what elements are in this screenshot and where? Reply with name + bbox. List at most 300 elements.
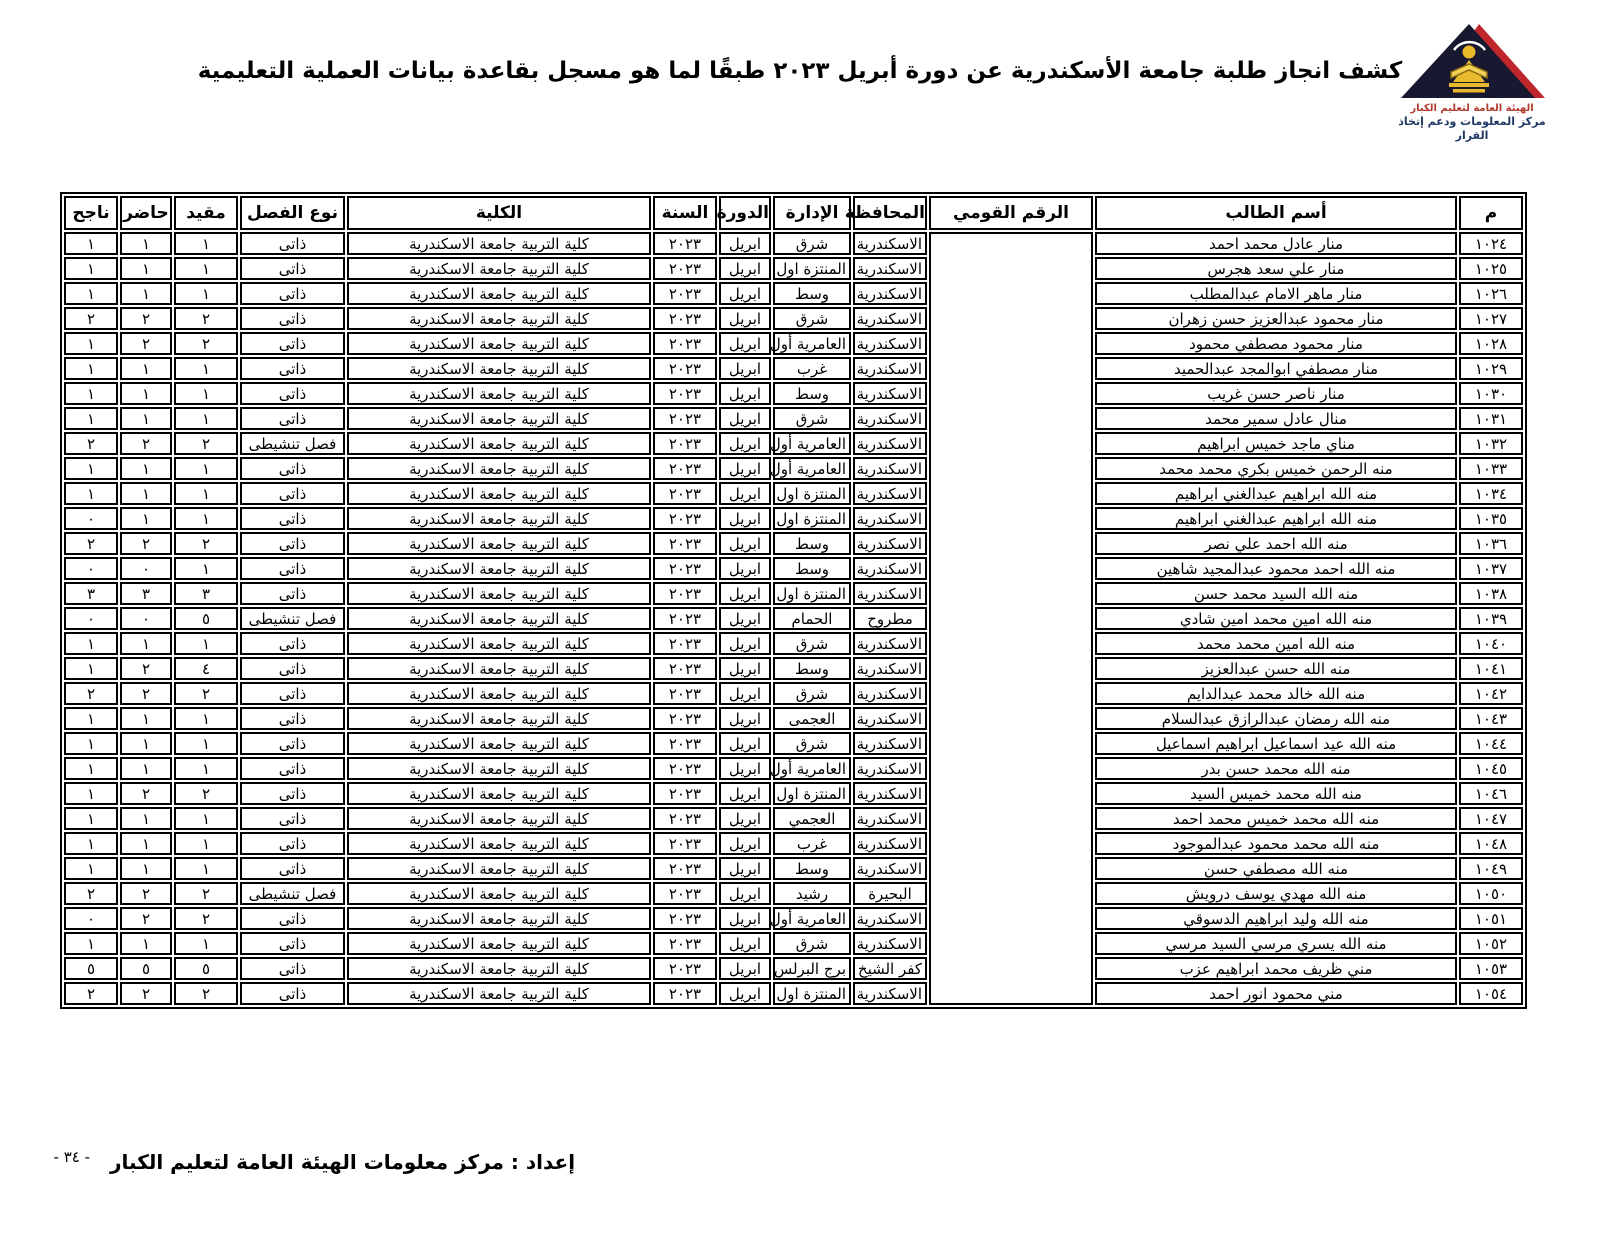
cell-enrolled: ٤: [174, 657, 238, 680]
cell-governorate: البحيرة: [853, 882, 927, 905]
cell-administration: وسط: [773, 532, 851, 555]
cell-college: كلية التربية جامعة الاسكندرية: [347, 907, 651, 930]
cell-session: ابريل: [719, 507, 771, 530]
cell-enrolled: ١: [174, 932, 238, 955]
table-row: [64, 657, 1523, 680]
cell-college: كلية التربية جامعة الاسكندرية: [347, 282, 651, 305]
page-title: كشف انجاز طلبة جامعة الأسكندرية عن دورة أبريل ٢٠٢٣ طبقًا لما هو مسجل بقاعدة بيانات العملية التعليمية: [197, 58, 1403, 84]
cell-administration: الحمام: [773, 607, 851, 630]
cell-class-type: ذاتى: [240, 357, 345, 380]
table-row: [64, 732, 1523, 755]
table-row: [64, 282, 1523, 305]
cell-student-name: منه الله رمضان عبدالرازق عبدالسلام: [1095, 707, 1457, 730]
cell-enrolled: ٢: [174, 882, 238, 905]
cell-student-name: مني محمود انور احمد: [1095, 982, 1457, 1005]
cell-serial: ١٠٤٣: [1459, 707, 1523, 730]
cell-governorate: الاسكندرية: [853, 832, 927, 855]
cell-enrolled: ١: [174, 807, 238, 830]
cell-college: كلية التربية جامعة الاسكندرية: [347, 357, 651, 380]
agency-logo: [1386, 20, 1558, 143]
cell-class-type: ذاتى: [240, 957, 345, 980]
cell-governorate: مطروح: [853, 607, 927, 630]
cell-enrolled: ٢: [174, 907, 238, 930]
cell-attended: ٢: [120, 332, 172, 355]
cell-enrolled: ١: [174, 357, 238, 380]
cell-serial: ١٠٣٢: [1459, 432, 1523, 455]
cell-student-name: منه الله حسن عبدالعزيز: [1095, 657, 1457, 680]
cell-session: ابريل: [719, 382, 771, 405]
cell-enrolled: ١: [174, 232, 238, 255]
cell-year: ٢٠٢٣: [653, 632, 717, 655]
cell-governorate: الاسكندرية: [853, 857, 927, 880]
cell-attended: ٣: [120, 582, 172, 605]
cell-governorate: الاسكندرية: [853, 757, 927, 780]
cell-class-type: ذاتى: [240, 807, 345, 830]
cell-passed: ١: [64, 407, 118, 430]
cell-governorate: الاسكندرية: [853, 682, 927, 705]
cell-college: كلية التربية جامعة الاسكندرية: [347, 532, 651, 555]
cell-attended: ٢: [120, 882, 172, 905]
cell-attended: ١: [120, 857, 172, 880]
cell-college: كلية التربية جامعة الاسكندرية: [347, 407, 651, 430]
cell-governorate: الاسكندرية: [853, 557, 927, 580]
cell-class-type: ذاتى: [240, 457, 345, 480]
cell-governorate: الاسكندرية: [853, 432, 927, 455]
cell-passed: ٠: [64, 907, 118, 930]
cell-governorate: الاسكندرية: [853, 282, 927, 305]
cell-year: ٢٠٢٣: [653, 957, 717, 980]
cell-attended: ٢: [120, 532, 172, 555]
cell-session: ابريل: [719, 632, 771, 655]
table-header-row: [64, 196, 1523, 230]
cell-student-name: منه الله ابراهيم عبدالغني ابراهيم: [1095, 482, 1457, 505]
col-header-governorate: المحافظة: [853, 196, 927, 230]
table-row: [64, 782, 1523, 805]
cell-administration: العجمي: [773, 807, 851, 830]
cell-attended: ٢: [120, 907, 172, 930]
cell-class-type: ذاتى: [240, 832, 345, 855]
cell-serial: ١٠٤٦: [1459, 782, 1523, 805]
table-row: [64, 357, 1523, 380]
cell-enrolled: ٢: [174, 432, 238, 455]
agency-logo-icon: [1397, 20, 1547, 102]
cell-serial: ١٠٣٨: [1459, 582, 1523, 605]
cell-college: كلية التربية جامعة الاسكندرية: [347, 882, 651, 905]
cell-enrolled: ٢: [174, 332, 238, 355]
cell-student-name: منال عادل سمير محمد: [1095, 407, 1457, 430]
cell-administration: شرق: [773, 407, 851, 430]
cell-enrolled: ١: [174, 507, 238, 530]
cell-session: ابريل: [719, 957, 771, 980]
cell-attended: ٥: [120, 957, 172, 980]
cell-student-name: منه الله السيد محمد حسن: [1095, 582, 1457, 605]
cell-class-type: ذاتى: [240, 282, 345, 305]
col-header-college: الكلية: [347, 196, 651, 230]
cell-attended: ٢: [120, 682, 172, 705]
cell-governorate: الاسكندرية: [853, 932, 927, 955]
cell-attended: ١: [120, 732, 172, 755]
cell-administration: المنتزة اول: [773, 982, 851, 1005]
cell-serial: ١٠٢٨: [1459, 332, 1523, 355]
cell-student-name: منار علي سعد هجرس: [1095, 257, 1457, 280]
cell-student-name: منار ناصر حسن غريب: [1095, 382, 1457, 405]
table-row: [64, 757, 1523, 780]
cell-attended: ١: [120, 382, 172, 405]
cell-class-type: ذاتى: [240, 782, 345, 805]
cell-year: ٢٠٢٣: [653, 382, 717, 405]
cell-governorate: الاسكندرية: [853, 532, 927, 555]
cell-session: ابريل: [719, 307, 771, 330]
cell-attended: ٠: [120, 607, 172, 630]
cell-session: ابريل: [719, 782, 771, 805]
cell-administration: المنتزة اول: [773, 782, 851, 805]
cell-administration: وسط: [773, 557, 851, 580]
cell-governorate: الاسكندرية: [853, 982, 927, 1005]
cell-session: ابريل: [719, 932, 771, 955]
cell-college: كلية التربية جامعة الاسكندرية: [347, 382, 651, 405]
table-row: [64, 682, 1523, 705]
cell-attended: ٢: [120, 982, 172, 1005]
cell-class-type: ذاتى: [240, 932, 345, 955]
cell-serial: ١٠٥٣: [1459, 957, 1523, 980]
cell-college: كلية التربية جامعة الاسكندرية: [347, 832, 651, 855]
cell-governorate: كفر الشيخ: [853, 957, 927, 980]
cell-governorate: الاسكندرية: [853, 232, 927, 255]
cell-class-type: ذاتى: [240, 632, 345, 655]
cell-college: كلية التربية جامعة الاسكندرية: [347, 557, 651, 580]
cell-student-name: منار عادل محمد احمد: [1095, 232, 1457, 255]
cell-enrolled: ١: [174, 632, 238, 655]
cell-governorate: الاسكندرية: [853, 357, 927, 380]
cell-student-name: مني ظريف محمد ابراهيم عزب: [1095, 957, 1457, 980]
cell-administration: شرق: [773, 732, 851, 755]
cell-session: ابريل: [719, 657, 771, 680]
cell-attended: ١: [120, 707, 172, 730]
cell-enrolled: ١: [174, 732, 238, 755]
cell-student-name: منه الله ابراهيم عبدالغني ابراهيم: [1095, 507, 1457, 530]
cell-administration: رشيد: [773, 882, 851, 905]
cell-passed: ٠: [64, 557, 118, 580]
table-row: [64, 607, 1523, 630]
cell-college: كلية التربية جامعة الاسكندرية: [347, 932, 651, 955]
cell-year: ٢٠٢٣: [653, 757, 717, 780]
table-row: [64, 832, 1523, 855]
table-row: [64, 232, 1523, 255]
cell-class-type: ذاتى: [240, 857, 345, 880]
cell-college: كلية التربية جامعة الاسكندرية: [347, 957, 651, 980]
cell-class-type: ذاتى: [240, 557, 345, 580]
cell-college: كلية التربية جامعة الاسكندرية: [347, 607, 651, 630]
cell-administration: وسط: [773, 657, 851, 680]
cell-passed: ٣: [64, 582, 118, 605]
cell-student-name: منه الله محمد خميس محمد احمد: [1095, 807, 1457, 830]
cell-attended: ١: [120, 507, 172, 530]
cell-enrolled: ١: [174, 382, 238, 405]
cell-serial: ١٠٣١: [1459, 407, 1523, 430]
cell-class-type: ذاتى: [240, 982, 345, 1005]
cell-session: ابريل: [719, 532, 771, 555]
cell-year: ٢٠٢٣: [653, 282, 717, 305]
cell-student-name: منه الله محمد محمود عبدالموجود: [1095, 832, 1457, 855]
col-header-attended: حاضر: [120, 196, 172, 230]
table-row: [64, 332, 1523, 355]
cell-college: كلية التربية جامعة الاسكندرية: [347, 307, 651, 330]
cell-attended: ٠: [120, 557, 172, 580]
table-row: [64, 407, 1523, 430]
cell-college: كلية التربية جامعة الاسكندرية: [347, 432, 651, 455]
cell-class-type: فصل تنشيطى: [240, 607, 345, 630]
cell-class-type: فصل تنشيطى: [240, 432, 345, 455]
col-header-passed: ناجح: [64, 196, 118, 230]
cell-college: كلية التربية جامعة الاسكندرية: [347, 257, 651, 280]
cell-year: ٢٠٢٣: [653, 607, 717, 630]
table-row: [64, 632, 1523, 655]
cell-session: ابريل: [719, 882, 771, 905]
cell-year: ٢٠٢٣: [653, 907, 717, 930]
cell-enrolled: ١: [174, 857, 238, 880]
cell-year: ٢٠٢٣: [653, 682, 717, 705]
col-header-session: الدورة: [719, 196, 771, 230]
logo-text-center: مركز المعلومات ودعم إتخاذ القرار: [1398, 115, 1546, 142]
cell-attended: ١: [120, 932, 172, 955]
cell-administration: غرب: [773, 832, 851, 855]
cell-enrolled: ١: [174, 757, 238, 780]
cell-governorate: الاسكندرية: [853, 457, 927, 480]
cell-class-type: ذاتى: [240, 707, 345, 730]
cell-passed: ١: [64, 832, 118, 855]
cell-year: ٢٠٢٣: [653, 657, 717, 680]
cell-class-type: ذاتى: [240, 532, 345, 555]
cell-governorate: الاسكندرية: [853, 582, 927, 605]
cell-student-name: منه الله امين محمد محمد: [1095, 632, 1457, 655]
cell-student-name: منار ماهر الامام عبدالمطلب: [1095, 282, 1457, 305]
cell-year: ٢٠٢٣: [653, 932, 717, 955]
students-table-body: [64, 232, 1523, 1005]
cell-administration: وسط: [773, 382, 851, 405]
cell-administration: شرق: [773, 932, 851, 955]
cell-student-name: منار محمود مصطفي محمود: [1095, 332, 1457, 355]
cell-session: ابريل: [719, 332, 771, 355]
cell-college: كلية التربية جامعة الاسكندرية: [347, 232, 651, 255]
cell-passed: ١: [64, 732, 118, 755]
cell-college: كلية التربية جامعة الاسكندرية: [347, 857, 651, 880]
cell-attended: ١: [120, 832, 172, 855]
cell-session: ابريل: [719, 432, 771, 455]
col-header-serial: م: [1459, 196, 1523, 230]
cell-governorate: الاسكندرية: [853, 257, 927, 280]
cell-passed: ١: [64, 382, 118, 405]
cell-college: كلية التربية جامعة الاسكندرية: [347, 332, 651, 355]
cell-serial: ١٠٤٢: [1459, 682, 1523, 705]
cell-administration: العامرية أول: [773, 432, 851, 455]
cell-student-name: منه الله امين محمد امين شادي: [1095, 607, 1457, 630]
cell-administration: المنتزة اول: [773, 582, 851, 605]
cell-passed: ١: [64, 257, 118, 280]
cell-governorate: الاسكندرية: [853, 332, 927, 355]
cell-class-type: ذاتى: [240, 682, 345, 705]
cell-year: ٢٠٢٣: [653, 357, 717, 380]
cell-attended: ١: [120, 757, 172, 780]
cell-passed: ٢: [64, 532, 118, 555]
students-table: [60, 192, 1527, 1009]
cell-serial: ١٠٣٠: [1459, 382, 1523, 405]
cell-administration: برج البرلس: [773, 957, 851, 980]
cell-year: ٢٠٢٣: [653, 857, 717, 880]
table-row: [64, 382, 1523, 405]
cell-administration: العجمى: [773, 707, 851, 730]
cell-administration: العامرية أول: [773, 457, 851, 480]
cell-serial: ١٠٢٧: [1459, 307, 1523, 330]
cell-serial: ١٠٤٠: [1459, 632, 1523, 655]
cell-year: ٢٠٢٣: [653, 982, 717, 1005]
cell-serial: ١٠٥٠: [1459, 882, 1523, 905]
cell-student-name: منه الله مصطفي حسن: [1095, 857, 1457, 880]
cell-attended: ١: [120, 407, 172, 430]
cell-session: ابريل: [719, 282, 771, 305]
cell-session: ابريل: [719, 757, 771, 780]
cell-passed: ٢: [64, 682, 118, 705]
cell-attended: ١: [120, 482, 172, 505]
cell-year: ٢٠٢٣: [653, 457, 717, 480]
cell-administration: العامرية أول: [773, 757, 851, 780]
cell-passed: ١: [64, 757, 118, 780]
cell-class-type: ذاتى: [240, 382, 345, 405]
cell-passed: ١: [64, 632, 118, 655]
cell-college: كلية التربية جامعة الاسكندرية: [347, 582, 651, 605]
cell-passed: ١: [64, 932, 118, 955]
cell-administration: شرق: [773, 307, 851, 330]
cell-session: ابريل: [719, 457, 771, 480]
cell-serial: ١٠٢٦: [1459, 282, 1523, 305]
cell-enrolled: ١: [174, 282, 238, 305]
cell-class-type: ذاتى: [240, 907, 345, 930]
cell-passed: ٢: [64, 882, 118, 905]
cell-attended: ٢: [120, 782, 172, 805]
cell-enrolled: ١: [174, 482, 238, 505]
cell-enrolled: ١: [174, 457, 238, 480]
col-header-enrolled: مقيد: [174, 196, 238, 230]
cell-year: ٢٠٢٣: [653, 732, 717, 755]
table-row: [64, 507, 1523, 530]
cell-governorate: الاسكندرية: [853, 732, 927, 755]
cell-serial: ١٠٢٩: [1459, 357, 1523, 380]
cell-enrolled: ٢: [174, 532, 238, 555]
cell-college: كلية التربية جامعة الاسكندرية: [347, 482, 651, 505]
table-row: [64, 707, 1523, 730]
table-row: [64, 957, 1523, 980]
cell-administration: المنتزة اول: [773, 257, 851, 280]
cell-serial: ١٠٣٦: [1459, 532, 1523, 555]
cell-student-name: منه الله محمد خميس السيد: [1095, 782, 1457, 805]
cell-administration: العامرية أول: [773, 907, 851, 930]
cell-student-name: منه الرحمن خميس بكري محمد محمد: [1095, 457, 1457, 480]
col-header-year: السنة: [653, 196, 717, 230]
cell-administration: وسط: [773, 857, 851, 880]
cell-year: ٢٠٢٣: [653, 707, 717, 730]
table-row: [64, 932, 1523, 955]
cell-governorate: الاسكندرية: [853, 507, 927, 530]
cell-serial: ١٠٤٧: [1459, 807, 1523, 830]
cell-session: ابريل: [719, 482, 771, 505]
cell-college: كلية التربية جامعة الاسكندرية: [347, 707, 651, 730]
cell-year: ٢٠٢٣: [653, 232, 717, 255]
table-row: [64, 582, 1523, 605]
cell-year: ٢٠٢٣: [653, 832, 717, 855]
cell-serial: ١٠٥٢: [1459, 932, 1523, 955]
cell-class-type: ذاتى: [240, 257, 345, 280]
col-header-administration: الإدارة: [773, 196, 851, 230]
cell-year: ٢٠٢٣: [653, 407, 717, 430]
cell-enrolled: ١: [174, 557, 238, 580]
cell-session: ابريل: [719, 807, 771, 830]
cell-class-type: ذاتى: [240, 732, 345, 755]
cell-enrolled: ٢: [174, 782, 238, 805]
cell-year: ٢٠٢٣: [653, 882, 717, 905]
cell-year: ٢٠٢٣: [653, 332, 717, 355]
cell-year: ٢٠٢٣: [653, 557, 717, 580]
cell-year: ٢٠٢٣: [653, 482, 717, 505]
cell-attended: ١: [120, 357, 172, 380]
table-row: [64, 857, 1523, 880]
cell-administration: المنتزة اول: [773, 482, 851, 505]
cell-passed: ٥: [64, 957, 118, 980]
cell-passed: ١: [64, 482, 118, 505]
cell-session: ابريل: [719, 257, 771, 280]
table-row: [64, 482, 1523, 505]
cell-attended: ١: [120, 282, 172, 305]
cell-year: ٢٠٢٣: [653, 432, 717, 455]
cell-governorate: الاسكندرية: [853, 707, 927, 730]
cell-governorate: الاسكندرية: [853, 407, 927, 430]
cell-class-type: ذاتى: [240, 232, 345, 255]
cell-year: ٢٠٢٣: [653, 582, 717, 605]
table-row: [64, 307, 1523, 330]
cell-session: ابريل: [719, 732, 771, 755]
cell-passed: ١: [64, 357, 118, 380]
cell-governorate: الاسكندرية: [853, 632, 927, 655]
cell-serial: ١٠٤٨: [1459, 832, 1523, 855]
cell-serial: ١٠٥١: [1459, 907, 1523, 930]
cell-college: كلية التربية جامعة الاسكندرية: [347, 757, 651, 780]
cell-session: ابريل: [719, 407, 771, 430]
cell-session: ابريل: [719, 582, 771, 605]
cell-session: ابريل: [719, 557, 771, 580]
cell-session: ابريل: [719, 907, 771, 930]
cell-enrolled: ١: [174, 832, 238, 855]
cell-attended: ٢: [120, 657, 172, 680]
cell-enrolled: ١: [174, 707, 238, 730]
cell-session: ابريل: [719, 832, 771, 855]
cell-enrolled: ٢: [174, 682, 238, 705]
cell-passed: ١: [64, 282, 118, 305]
cell-enrolled: ١: [174, 407, 238, 430]
cell-year: ٢٠٢٣: [653, 257, 717, 280]
cell-class-type: ذاتى: [240, 582, 345, 605]
cell-passed: ١: [64, 707, 118, 730]
cell-class-type: ذاتى: [240, 657, 345, 680]
cell-class-type: ذاتى: [240, 507, 345, 530]
cell-class-type: ذاتى: [240, 482, 345, 505]
cell-attended: ٢: [120, 432, 172, 455]
cell-passed: ٢: [64, 982, 118, 1005]
cell-year: ٢٠٢٣: [653, 307, 717, 330]
cell-session: ابريل: [719, 707, 771, 730]
cell-administration: وسط: [773, 282, 851, 305]
cell-enrolled: ١: [174, 257, 238, 280]
cell-administration: شرق: [773, 232, 851, 255]
cell-student-name: مناي ماجد خميس ابراهيم: [1095, 432, 1457, 455]
cell-student-name: منار مصطفي ابوالمجد عبدالحميد: [1095, 357, 1457, 380]
